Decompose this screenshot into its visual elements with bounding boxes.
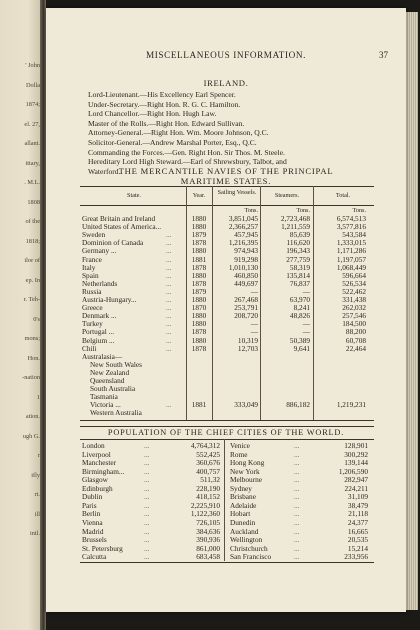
navy-steamers: 116,620 xyxy=(286,238,310,248)
navy-total: 526,534 xyxy=(342,278,366,288)
navy-sailing: 460,850 xyxy=(234,270,258,280)
navy-total: 596,664 xyxy=(342,270,366,280)
navy-steamers: 63,970 xyxy=(289,295,310,304)
running-header xyxy=(46,50,406,64)
city-leader-dots: ... xyxy=(144,458,150,468)
left-page-fragment: 1874; xyxy=(25,101,40,108)
navy-state: Western Australia xyxy=(90,408,142,418)
navy-state: Greece xyxy=(82,303,103,313)
navy-total: 1,333,015 xyxy=(336,238,366,248)
navy-steamers: 85,639 xyxy=(289,230,310,240)
city-leader-dots: ... xyxy=(294,483,300,493)
cities-top-rule xyxy=(80,426,374,427)
city-name: Dunedin xyxy=(230,517,256,527)
city-leader-dots: ... xyxy=(144,526,150,536)
cities-divider xyxy=(224,439,225,561)
city-name: Glasgow xyxy=(82,475,108,485)
city-name: New York xyxy=(230,466,260,476)
city-name: Rome xyxy=(230,449,248,459)
city-leader-dots: ... xyxy=(144,500,150,510)
navy-steamers: 48,826 xyxy=(289,311,310,321)
navy-steamers: 196,343 xyxy=(286,246,310,256)
navy-sailing: 2,366,257 xyxy=(228,222,258,232)
official-line: Lord Chancellor.—Right Hon. Hugh Law. xyxy=(88,109,217,119)
navy-total: 3,577,816 xyxy=(336,222,366,232)
left-page-fragment: 1808 xyxy=(27,198,40,206)
city-name: Auckland xyxy=(230,526,259,536)
navy-sailing: 12,703 xyxy=(237,343,258,353)
navy-steamers: — xyxy=(302,327,310,337)
navy-state: Great Britain and Ireland xyxy=(82,214,156,223)
official-line: Attorney-General.—Right Hon. Wm. Moore Johnson, Q.C. xyxy=(88,128,269,138)
city-population: 2,225,910 xyxy=(190,500,220,510)
navy-leader-dots: ... xyxy=(166,343,172,353)
navy-total: 22,464 xyxy=(345,343,366,353)
navy-leader-dots: ... xyxy=(166,295,172,304)
city-leader-dots: ... xyxy=(144,449,150,459)
ireland-officials xyxy=(88,90,388,176)
left-page-fragment: 0's xyxy=(33,315,40,323)
left-page-fragment: Dolla xyxy=(26,81,40,89)
city-name: Madrid xyxy=(82,526,104,536)
navy-steamers: 76,837 xyxy=(289,278,310,288)
navy-leader-dots: ... xyxy=(166,311,172,321)
navy-total: 543,584 xyxy=(342,230,366,240)
navy-steamers: 886,182 xyxy=(286,400,310,410)
navy-total: 262,032 xyxy=(342,303,366,313)
city-population: 300,292 xyxy=(344,449,368,459)
city-population: 511,32 xyxy=(200,475,220,485)
navy-total: 184,500 xyxy=(342,319,366,329)
city-name: Vienna xyxy=(82,517,103,527)
navy-year: 1880 xyxy=(191,295,207,304)
navy-state: Belgium ... xyxy=(82,335,115,345)
left-page-fragment: rt. xyxy=(34,491,40,498)
navy-year: 1880 xyxy=(191,214,207,223)
city-population: 139,144 xyxy=(344,458,368,468)
table-bottom-rule xyxy=(80,420,374,421)
city-population: 726,105 xyxy=(196,517,220,527)
left-page-fragment: intl. xyxy=(30,530,40,537)
navy-state: New South Wales xyxy=(90,359,142,369)
city-population: 861,000 xyxy=(196,543,220,553)
city-population: 228,190 xyxy=(196,483,220,493)
city-name: Liverpool xyxy=(82,449,111,459)
header-rule xyxy=(80,205,374,206)
left-page-fragment: ation. xyxy=(25,413,40,420)
navy-state: Queensland xyxy=(90,376,125,385)
city-population: 15,214 xyxy=(347,543,368,553)
navy-year: 1879 xyxy=(191,286,207,296)
ireland-title: IRELAND. xyxy=(203,78,249,88)
city-name: Adelaide xyxy=(230,500,257,510)
navy-year: 1880 xyxy=(191,311,207,321)
city-population: 31,109 xyxy=(347,492,368,502)
left-page-fragment: allant. xyxy=(24,140,40,147)
navy-year: 1878 xyxy=(191,327,207,337)
navy-total: 257,546 xyxy=(342,311,366,321)
left-page-fragment: Hon. xyxy=(27,354,40,362)
city-leader-dots: ... xyxy=(144,466,150,476)
navy-state: Victoria ... xyxy=(90,400,121,410)
city-name: Melbourne xyxy=(230,475,263,485)
navy-state: Italy xyxy=(82,262,96,272)
city-population: 1,206,590 xyxy=(338,466,368,476)
city-name: Sydney xyxy=(230,483,252,493)
unit-steamers: Tons. xyxy=(296,207,310,214)
navy-sailing: 333,049 xyxy=(234,400,258,410)
navy-year: 1881 xyxy=(191,254,207,264)
city-name: Edinburgh xyxy=(82,483,113,493)
navy-leader-dots: ... xyxy=(166,327,172,337)
city-leader-dots: ... xyxy=(294,492,300,502)
book-page xyxy=(46,8,406,612)
city-name: San Francisco xyxy=(230,552,272,562)
navy-leader-dots: ... xyxy=(166,278,172,288)
city-leader-dots: ... xyxy=(294,535,300,545)
navy-total: 1,219,231 xyxy=(336,400,366,410)
navy-state: New Zealand xyxy=(90,367,130,377)
navy-state: Sweden xyxy=(82,230,106,240)
navy-steamers: 2,723,468 xyxy=(280,214,310,223)
left-page-fragment: r. Teh- xyxy=(23,296,40,303)
col-state: State. xyxy=(127,192,141,199)
city-name: Manchester xyxy=(82,458,117,468)
col-year: Year. xyxy=(192,192,206,199)
city-name: Venice xyxy=(230,441,250,450)
left-page-fragment: of the xyxy=(25,218,40,225)
left-page-fragment: r xyxy=(37,452,40,459)
navy-sailing: 449,697 xyxy=(234,278,258,288)
navy-leader-dots: ... xyxy=(166,246,172,256)
navy-year: 1880 xyxy=(191,246,207,256)
left-page-edge xyxy=(0,0,40,630)
navy-state: South Australia xyxy=(90,384,136,394)
city-population: 4,764,312 xyxy=(190,441,220,450)
left-page-fragment: mons; xyxy=(24,335,40,342)
navy-state: Germany ... xyxy=(82,246,117,256)
navy-year: 1880 xyxy=(191,335,207,345)
navy-sailing: 267,468 xyxy=(234,295,258,304)
city-population: 683,458 xyxy=(196,552,220,562)
city-row xyxy=(230,553,372,561)
navy-sailing: — xyxy=(250,327,258,337)
navy-total: 60,708 xyxy=(345,335,366,345)
navy-year: 1870 xyxy=(191,303,207,313)
col-total: Total. xyxy=(335,192,351,199)
navy-state: Tasmania xyxy=(90,392,118,402)
navy-sailing: 457,945 xyxy=(234,230,258,240)
navy-year: 1881 xyxy=(191,400,207,410)
navy-row xyxy=(46,409,406,417)
navy-sailing: 3,851,045 xyxy=(228,214,258,223)
city-leader-dots: ... xyxy=(294,526,300,536)
col-steamers: Steamers. xyxy=(274,192,300,199)
left-page-fragment: ugh G. xyxy=(22,432,40,440)
city-name: Birmingham... xyxy=(82,466,125,476)
navy-total: 331,438 xyxy=(342,295,366,304)
navy-steamers: 50,389 xyxy=(289,335,310,345)
unit-sailing: Tons. xyxy=(244,207,258,214)
city-population: 400,757 xyxy=(196,466,220,476)
navy-state: Spain xyxy=(82,270,99,280)
city-leader-dots: ... xyxy=(144,517,150,527)
navy-state: Dominion of Canada xyxy=(82,238,144,248)
city-population: 418,152 xyxy=(196,492,220,502)
navy-year: 1878 xyxy=(191,343,207,353)
left-page-fragment: -nation xyxy=(22,374,40,381)
navy-sailing: 974,943 xyxy=(234,246,258,256)
city-leader-dots: ... xyxy=(294,449,300,459)
city-name: Calcutta xyxy=(82,552,107,562)
city-leader-dots: ... xyxy=(294,466,300,476)
navy-year: 1880 xyxy=(191,270,207,280)
city-leader-dots: ... xyxy=(294,441,300,450)
navy-sailing: 208,720 xyxy=(234,311,258,321)
navies-title-line1: THE MERCANTILE NAVIES OF THE PRINCIPAL xyxy=(118,166,334,176)
navy-year: 1878 xyxy=(191,262,207,272)
navy-state: United States of America... xyxy=(82,222,162,232)
navy-state: Chili xyxy=(82,343,97,353)
city-leader-dots: ... xyxy=(294,509,300,519)
left-page-fragment: ep. In xyxy=(25,276,40,284)
official-line: Under-Secretary.—Right Hon. R. G. C. Hamilton. xyxy=(88,99,241,109)
city-name: Paris xyxy=(82,500,97,510)
city-name: St. Petersburg xyxy=(82,543,123,553)
navy-total: 1,197,057 xyxy=(336,254,366,264)
navy-steamers: — xyxy=(302,286,310,296)
navy-steamers: 1,211,559 xyxy=(281,222,310,232)
navy-year: 1880 xyxy=(191,319,207,329)
col-sailing: Sailing Vessels. xyxy=(217,189,257,196)
navy-leader-dots: ... xyxy=(166,262,172,272)
city-name: Brisbane xyxy=(230,492,256,502)
city-name: Dublin xyxy=(82,492,103,502)
navy-sailing: 1,216,395 xyxy=(228,238,258,248)
left-page-fragment: 1 xyxy=(36,393,40,401)
page-edges xyxy=(406,12,418,610)
city-leader-dots: ... xyxy=(144,475,150,485)
navy-sailing: 1,010,130 xyxy=(228,262,258,272)
city-leader-dots: ... xyxy=(294,543,300,553)
left-page-fragment: ifly xyxy=(31,471,40,479)
city-leader-dots: ... xyxy=(144,483,150,493)
city-population: 360,676 xyxy=(196,458,220,468)
city-leader-dots: ... xyxy=(294,458,300,468)
left-page-fragment: ' John xyxy=(25,62,40,69)
navy-state: Denmark ... xyxy=(82,311,117,321)
table-top-rule xyxy=(80,186,374,187)
city-leader-dots: ... xyxy=(294,500,300,510)
city-leader-dots: ... xyxy=(294,475,300,485)
left-page-fragment: ilor of xyxy=(24,257,40,264)
navy-sailing: 253,791 xyxy=(234,303,258,313)
left-page-fragment: . M.L. xyxy=(24,179,40,186)
navy-year: 1880 xyxy=(191,222,207,232)
navy-total: 1,068,449 xyxy=(336,262,366,272)
navy-steamers: 9,641 xyxy=(293,343,310,353)
city-leader-dots: ... xyxy=(144,543,150,553)
navy-leader-dots: ... xyxy=(166,230,172,240)
navy-steamers: 277,759 xyxy=(286,254,310,264)
navy-year: 1878 xyxy=(191,238,207,248)
official-line: Lord-Lieutenant.—His Excellency Earl Spencer. xyxy=(88,90,236,99)
navies-title-line2: MARITIME STATES. xyxy=(180,176,272,186)
navy-sailing: — xyxy=(250,319,258,329)
navy-total: 522,462 xyxy=(342,286,366,296)
city-leader-dots: ... xyxy=(294,552,300,562)
navy-leader-dots: ... xyxy=(166,303,172,313)
city-leader-dots: ... xyxy=(144,492,150,502)
official-line: Commanding the Forces.—Gen. Right Hon. Sir Thos. M. Steele. xyxy=(88,147,285,157)
navy-leader-dots: ... xyxy=(166,270,172,280)
city-name: Berlin xyxy=(82,509,101,519)
city-population: 128,901 xyxy=(344,441,368,450)
navy-total: 6,574,513 xyxy=(336,214,366,223)
city-leader-dots: ... xyxy=(144,535,150,545)
left-page-fragment: ill xyxy=(34,510,40,518)
navy-steamers: — xyxy=(302,319,310,329)
page-number: 37 xyxy=(379,50,388,60)
cities-title-rule xyxy=(80,439,374,440)
city-leader-dots: ... xyxy=(144,552,150,562)
navy-sailing: 10,319 xyxy=(237,335,258,345)
city-leader-dots: ... xyxy=(144,509,150,519)
city-population: 384,636 xyxy=(196,526,220,536)
official-line: Master of the Rolls.—Right Hon. Edward Sullivan. xyxy=(88,118,245,128)
header-title: MISCELLANEOUS INFORMATION. xyxy=(145,50,307,60)
navy-state: Russia xyxy=(82,286,102,296)
navy-state: Netherlands xyxy=(82,278,118,288)
cities-title: POPULATION OF THE CHIEF CITIES OF THE WORLD. xyxy=(107,428,345,437)
unit-total: Tons. xyxy=(352,207,366,214)
navy-leader-dots: ... xyxy=(166,335,172,345)
navy-year: 1879 xyxy=(191,230,207,240)
navy-leader-dots: ... xyxy=(166,400,172,410)
city-name: Wellington xyxy=(230,535,263,545)
city-population: 224,211 xyxy=(344,483,368,493)
navy-year: 1878 xyxy=(191,278,207,288)
navy-sailing: 919,298 xyxy=(234,254,258,264)
navy-total: 88,200 xyxy=(345,327,366,337)
city-population: 1,122,360 xyxy=(190,509,220,519)
navy-state: France xyxy=(82,254,102,264)
navy-state: Turkey xyxy=(82,319,103,329)
navy-steamers: 135,814 xyxy=(286,270,310,280)
left-page-fragment: 1818; xyxy=(25,237,40,245)
navy-sailing: — xyxy=(250,286,258,296)
navy-steamers: 58,319 xyxy=(289,262,310,272)
left-page-fragment: el. 27, xyxy=(24,120,40,128)
cities-bottom-rule xyxy=(80,562,374,563)
city-name: London xyxy=(82,441,105,450)
city-population: 552,425 xyxy=(196,449,220,459)
navy-leader-dots: ... xyxy=(166,238,172,248)
city-row xyxy=(82,553,224,561)
official-line: Waterford. xyxy=(88,166,121,176)
official-line: Hereditary Lord High Steward.—Earl of Shrewsbury, Talbot, and xyxy=(88,157,287,167)
city-population: 38,479 xyxy=(347,500,368,510)
left-page-fragment: ittary, xyxy=(25,159,40,167)
city-name: Hong Kong xyxy=(230,458,265,468)
city-population: 233,956 xyxy=(344,552,368,562)
city-leader-dots: ... xyxy=(294,517,300,527)
city-name: Christchurch xyxy=(230,543,268,553)
navy-steamers: 8,241 xyxy=(293,303,310,313)
city-leader-dots: ... xyxy=(144,441,150,450)
official-line: Solicitor-General.—Andrew Marshal Porter, Esq., Q.C. xyxy=(88,137,257,147)
city-name: Brussels xyxy=(82,535,107,545)
city-population: 21,118 xyxy=(348,509,368,519)
city-population: 24,377 xyxy=(347,517,368,527)
navy-leader-dots: ... xyxy=(166,319,172,329)
navy-state: Austria-Hungary... xyxy=(82,295,137,304)
navy-leader-dots: ... xyxy=(166,254,172,264)
city-population: 16,665 xyxy=(347,526,368,536)
navy-state: Portugal ... xyxy=(82,327,115,337)
city-name: Hobart xyxy=(230,509,251,519)
navy-leader-dots: ... xyxy=(166,286,172,296)
navy-state: Australasia— xyxy=(82,351,123,361)
city-population: 390,936 xyxy=(196,535,220,545)
city-population: 282,947 xyxy=(344,475,368,485)
city-population: 20,535 xyxy=(347,535,368,545)
navy-total: 1,171,286 xyxy=(336,246,366,256)
